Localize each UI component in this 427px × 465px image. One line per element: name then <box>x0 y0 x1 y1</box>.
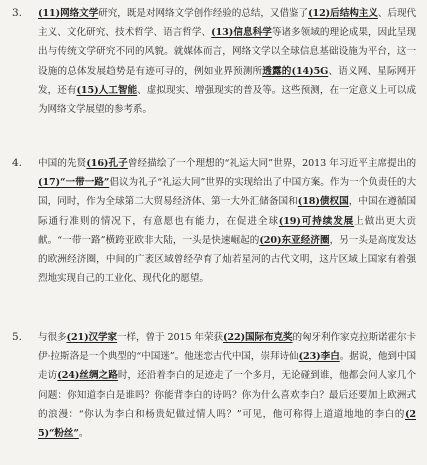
paragraph-segment: 、后现代主义、文化研究、技术哲学、语言哲学、 <box>38 8 416 39</box>
underlined-term: (23)李白 <box>298 351 340 363</box>
paragraph-text <box>38 154 416 288</box>
underlined-term: (21)汉学家 <box>66 332 118 343</box>
underlined-term: (11)网络文学 <box>38 8 99 19</box>
paragraph-segment: ，中国在遵循国际通行准则的情况下，有意愿也有能力，在促进全球 <box>38 196 416 227</box>
paragraph-segment: 、虚拟现实、增强现实的普及等。这些预测，在一定意义上可以成为网络文学展望的参考系。 <box>38 84 416 116</box>
paragraph-segment: 、语义网、星际网开发，还有 <box>38 65 416 96</box>
underlined-term: (12)后结构主义 <box>308 8 378 19</box>
paragraph-segment: 时，还沿着李白的足迹走了一个多月，无论碰到谁，他都会问人家几个问题：你知道李白是谁吗？你能背李白的诗吗？你为什么喜欢李白？最后还要加上欧洲式的浪漫：“你认为李白和杨贵妃做过情人吗？”可见，他可称得上道道地地的李白的 <box>38 370 416 420</box>
paragraph-segment: 的匈牙利作家克拉斯诺霍尔卡伊·拉斯洛是一个典型的“中国迷”。他迷恋古代中国，崇拜诗仙 <box>38 332 417 363</box>
paragraph-segment: 等诸多领域的理论成果，因此呈现出与传统文学研究不同的风貌。就媒体而言，网络文学以全球信息基础设施为平台，这一设施的总体发展趋势是有迹可寻的，例如业界预测所 <box>38 27 416 77</box>
underlined-term: (15)人工智能 <box>76 84 138 96</box>
underlined-term: (25)“粉丝” <box>38 408 416 440</box>
paragraph-segment: 上做出更大贡献。“一带一路”横跨亚欧非大陆，一头是快速崛起的 <box>38 215 416 246</box>
paragraph-segment: ，另一头是高度发达的欧洲经济圈，中间的广袤区域曾经孕育了灿若星河的古代文明，这片区域上国家有着强烈地实现自己的工业化、现代化的愿望。 <box>38 234 416 285</box>
paragraph-segment: 曾经描绘了一个理想的“礼运大同”世界，2013 年习近平主席提出的 <box>127 158 416 169</box>
underlined-term: (17)“一带一路” <box>38 177 110 189</box>
underlined-term: (19)可持续发展 <box>278 215 355 227</box>
paragraph-segment: 。据说，他到中国走访 <box>38 351 416 382</box>
underlined-term: (18)债权国 <box>297 196 349 208</box>
paragraph-segment: 研究，既是对网络文学创作经验的总结，又借鉴了 <box>98 8 309 19</box>
underlined-term: (20)东亚经济圈 <box>259 234 330 246</box>
item-number: 3. <box>12 7 23 19</box>
item-number: 4. <box>12 157 23 169</box>
paragraph-text <box>38 328 416 443</box>
underlined-term: (16)孔子 <box>86 158 128 169</box>
underlined-term: (13)信息科学 <box>211 27 272 39</box>
paragraph-segment: 与很多 <box>38 332 67 343</box>
paragraph-segment: 中国的先贤 <box>38 158 87 169</box>
paragraph-segment: 倡议为礼子“礼运大同”世界的实现给出了中国方案。作为一个负责任的大国，同时，作为全球第二大贸易经济体、第一大外汇储备国和 <box>38 177 417 208</box>
paragraph-text <box>38 4 416 119</box>
item-number: 5. <box>12 331 23 343</box>
paragraph-segment: 一样，曾于 2015 年荣获 <box>117 332 223 343</box>
underlined-term: (22)国际布克奖 <box>222 332 293 343</box>
underlined-term: (24)丝绸之路 <box>57 370 118 382</box>
paragraph-segment: 。 <box>78 428 89 440</box>
underlined-term: 透露的(14)5G <box>262 65 329 77</box>
